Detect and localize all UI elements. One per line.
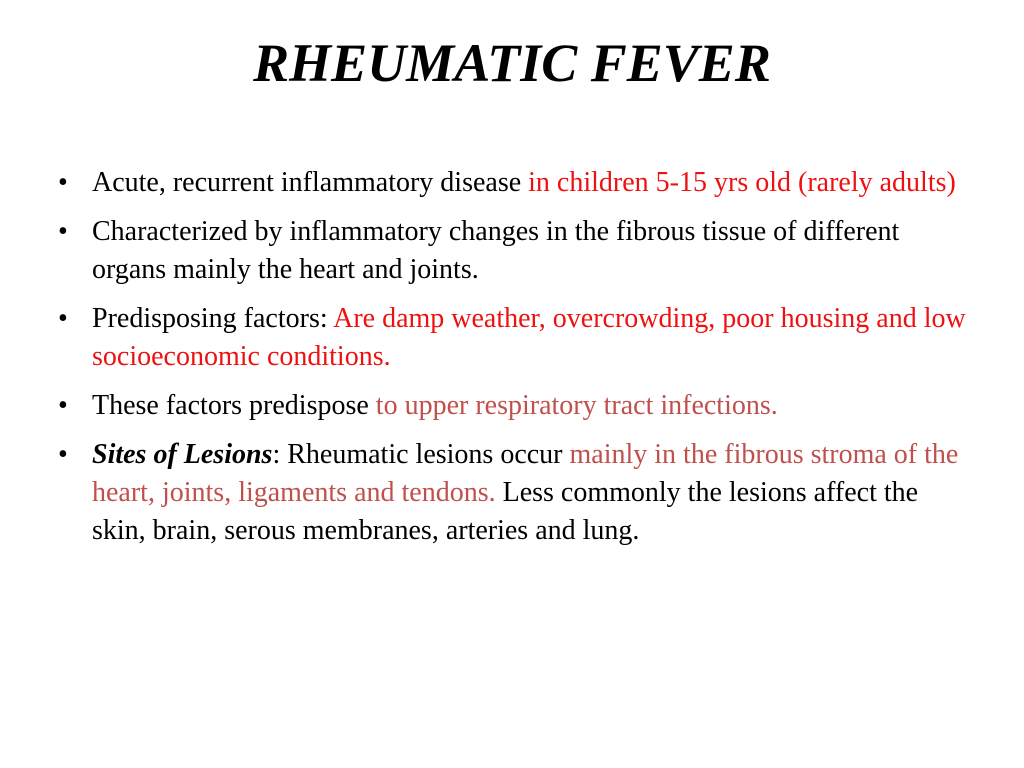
- bullet-icon: •: [58, 167, 68, 198]
- bullet-item-sites: [58, 436, 970, 550]
- bullet-item-acute: [58, 164, 970, 202]
- bullet-icon: •: [58, 216, 68, 247]
- bullet-icon: •: [58, 303, 68, 334]
- bullet-highlight: to upper respiratory tract infections.: [375, 390, 778, 421]
- bullet-tail: Less commonly the lesions affect the skin, brain, serous membranes, arteries and lung.: [92, 477, 919, 546]
- bullet-list: [58, 164, 970, 561]
- bullet-icon: •: [58, 390, 68, 421]
- bullet-text: Predisposing factors:: [92, 303, 334, 334]
- bullet-highlight: mainly in the fibrous stroma of the heart, joints, ligaments and tendons.: [92, 439, 959, 508]
- bullet-text: Acute, recurrent inflammatory disease: [92, 167, 529, 198]
- bullet-text: These factors predispose: [92, 390, 376, 421]
- bullet-emphasis: Sites of Lesions: [92, 439, 273, 470]
- bullet-item-characterized: [58, 213, 970, 289]
- bullet-text: Characterized by inflammatory changes in the fibrous tissue of different organs mainly the heart and joints.: [92, 216, 900, 285]
- bullet-highlight: in children 5-15 yrs old (rarely adults): [528, 167, 956, 198]
- bullet-icon: •: [58, 439, 68, 470]
- bullet-item-factors: [58, 387, 970, 425]
- bullet-item-predisposing: [58, 300, 970, 376]
- bullet-text: : Rheumatic lesions occur: [272, 439, 570, 470]
- slide-title: RHEUMATIC FEVER: [253, 33, 771, 93]
- bullet-highlight: Are damp weather, overcrowding, poor housing and low socioeconomic conditions.: [92, 303, 966, 372]
